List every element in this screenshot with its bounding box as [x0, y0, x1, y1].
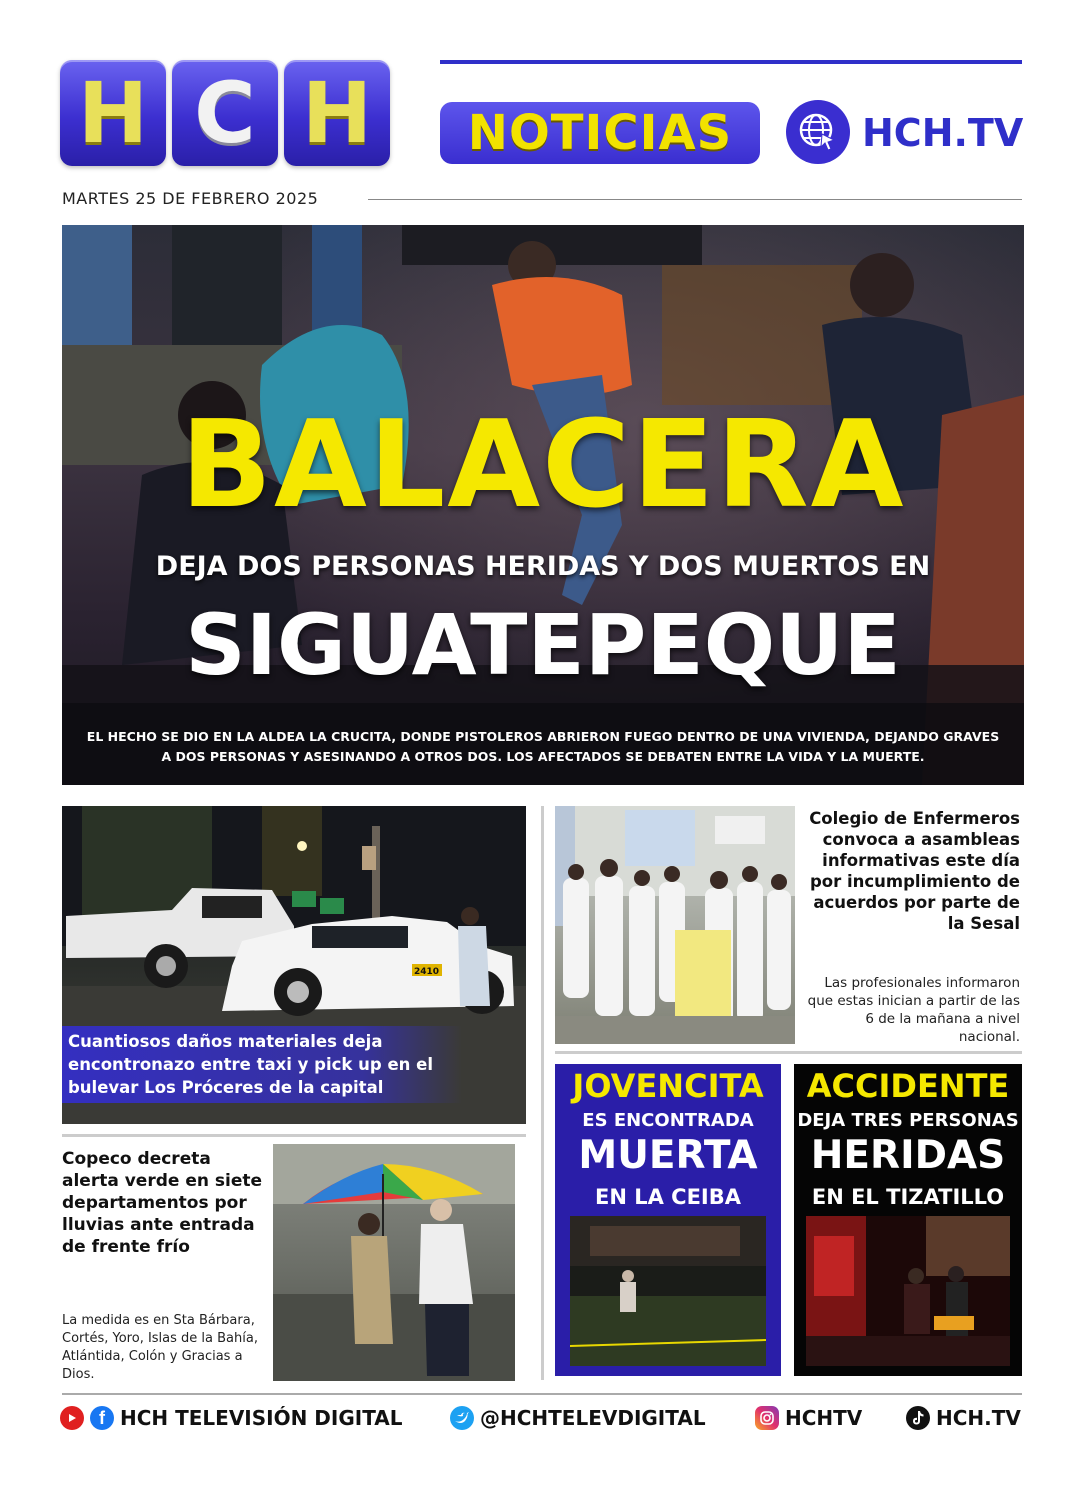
- tiktok-icon[interactable]: [906, 1406, 930, 1430]
- facebook-icon[interactable]: f: [90, 1406, 114, 1430]
- footer-tiktok[interactable]: [906, 1406, 1021, 1430]
- ceiba-kicker: JOVENCITA: [572, 1067, 764, 1105]
- copeco-body: La medida es en Sta Bárbara, Cortés, Yoro, Islas de la Bahía, Atlántida, Colón y Gracias a Dios.: [62, 1313, 258, 1382]
- taxi-caption: Cuantiosos daños materiales deja encontronazo entre taxi y pick up en el bulevar Los Próceres de la capital: [62, 1026, 462, 1103]
- ceiba-line-4: EN LA CEIBA: [594, 1185, 741, 1209]
- footer-rule: [62, 1393, 1022, 1395]
- rain-photo: [273, 1144, 515, 1381]
- logo-letter-h2: H: [284, 60, 390, 166]
- hero-description: EL HECHO SE DIO EN LA ALDEA LA CRUCITA, DONDE PISTOLEROS ABRIERON FUEGO DENTRO DE UNA VIVIENDA, DEJANDO GRAVES A DOS PERSONAS Y ASESINANDO A OTROS DOS. LOS AFECTADOS SE DEBATEN ENTRE LA VIDA Y LA MUERTE.: [86, 729, 1000, 764]
- hero-place: SIGUATEPEQUE: [185, 596, 901, 694]
- tizatillo-photo: [806, 1216, 1010, 1366]
- section-label-noticias: NOTICIAS: [440, 102, 760, 164]
- nurses-body: Las profesionales informaron que estas inician a partir de las 6 de la mañana a nivel nacional.: [807, 975, 1020, 1045]
- footer-label-tiktok: HCH.TV: [936, 1406, 1021, 1430]
- hero-headline: BALACERA: [180, 396, 906, 535]
- twitter-icon[interactable]: [450, 1406, 474, 1430]
- ceiba-line-3: MUERTA: [578, 1133, 758, 1178]
- footer-label-instagram: HCHTV: [785, 1406, 863, 1430]
- left-column-rule: [62, 1134, 526, 1137]
- ceiba-line-2: ES ENCONTRADA: [582, 1110, 754, 1131]
- globe-cursor-icon[interactable]: [786, 100, 850, 164]
- ceiba-story-card[interactable]: [555, 1064, 781, 1376]
- taxi-crash-story[interactable]: [62, 806, 526, 1124]
- nurses-headline[interactable]: Colegio de Enfermeros convoca a asambleas informativas este día por incumplimiento de acuerdos por parte de la Sesal: [809, 809, 1020, 933]
- column-divider: [541, 806, 544, 1380]
- taxi-number: 2410: [414, 967, 440, 977]
- footer-twitter[interactable]: [450, 1406, 706, 1430]
- footer-label-tv: HCH TELEVISIÓN DIGITAL: [120, 1406, 403, 1430]
- tizatillo-line-3: HERIDAS: [810, 1133, 1006, 1178]
- hero-subheadline: DEJA DOS PERSONAS HERIDAS Y DOS MUERTOS EN: [155, 551, 931, 582]
- logo-letter-c: C: [172, 60, 278, 166]
- issue-date: MARTES 25 DE FEBRERO 2025: [62, 189, 326, 208]
- youtube-icon[interactable]: [60, 1406, 84, 1430]
- site-url[interactable]: HCH.TV: [862, 111, 1024, 155]
- footer-instagram[interactable]: [755, 1406, 862, 1430]
- hch-logo[interactable]: [60, 60, 390, 166]
- copeco-headline[interactable]: Copeco decreta alerta verde en siete departamentos por lluvias ante entrada de frente frío: [62, 1149, 263, 1257]
- footer-label-twitter: @HCHTELEVDIGITAL: [480, 1406, 706, 1430]
- tizatillo-line-4: EN EL TIZATILLO: [811, 1185, 1005, 1209]
- hero-story[interactable]: [62, 225, 1024, 785]
- ceiba-photo: [570, 1216, 766, 1366]
- instagram-icon[interactable]: [755, 1406, 779, 1430]
- nurses-photo: [555, 806, 795, 1044]
- tizatillo-kicker: ACCIDENTE: [806, 1067, 1010, 1105]
- logo-letter-h1: H: [60, 60, 166, 166]
- footer-youtube-facebook[interactable]: [60, 1406, 403, 1430]
- header-rule: [440, 60, 1022, 64]
- right-column-rule: [555, 1051, 1022, 1054]
- date-rule: [368, 199, 1022, 200]
- tizatillo-story-card[interactable]: [794, 1064, 1022, 1376]
- tizatillo-line-2: DEJA TRES PERSONAS: [797, 1110, 1019, 1131]
